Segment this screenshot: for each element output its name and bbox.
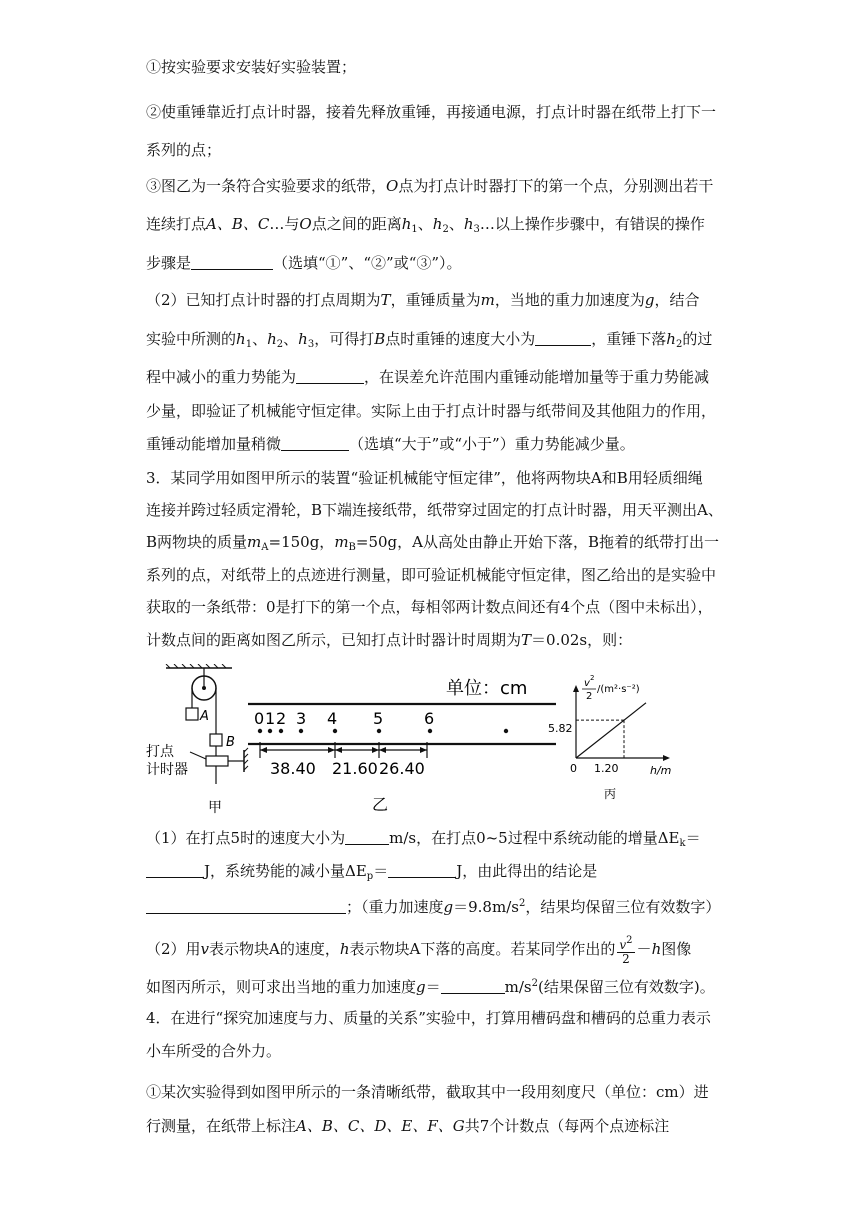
q3-sub2-line-1: （2）用v表示物块A的速度，h表示物块A下落的高度。若某同学作出的 $\frac{v^2}{2}$ －h图像 <box>146 935 692 966</box>
tape-point-labels <box>254 709 434 728</box>
fit-line <box>576 703 646 758</box>
q4-line-2: 小车所受的合外力。 <box>146 1042 282 1060</box>
y-value: 5.82 <box>548 722 573 735</box>
tape-label-5: 5 <box>373 709 384 728</box>
timer-body <box>206 756 228 766</box>
tape-label-4: 4 <box>327 709 338 728</box>
q4-line-3: ①某次实验得到如图甲所示的一条清晰纸带，截取其中一段用刻度尺（单位：cm）进 <box>146 1083 709 1101</box>
tape-label-6: 6 <box>424 709 435 728</box>
y-label-sup: 2 <box>590 674 595 682</box>
q3-sub1-line-1: （1）在打点5时的速度大小为 m/s，在打点0~5过程中系统动能的增量$\Delta E_k=$ <box>146 829 701 849</box>
answer-blank-8 <box>146 899 346 914</box>
answer-blank-5 <box>345 830 389 845</box>
answer-blank-6 <box>146 863 204 878</box>
q4-line-4: 行测量，在纸带上标注A、B、C、D、E、F、G共7个计数点（每两个点迹标注 <box>146 1117 670 1135</box>
timer-label-2: 计时器 <box>146 762 188 778</box>
x-value: 1.20 <box>594 762 619 775</box>
graph-bing <box>548 674 671 801</box>
caption-bing: 丙 <box>604 787 617 801</box>
tape-label-0: 0 <box>254 709 265 728</box>
q3-sub1-line-2: J，系统势能的减小量$\Delta E_p= J$，由此得出的结论是 <box>146 861 718 887</box>
step-1: ①按实验要求安装好实验装置； <box>146 58 357 76</box>
q2-line-3: 程中减小的重力势能为 ，在误差允许范围内重锤动能增加量等于重力势能减 <box>146 368 710 386</box>
q3-sub1-line-3: ；（重力加速度$g=9.8m/s^2$，结果均保留三位有效数字） <box>146 894 718 917</box>
answer-blank-2 <box>535 331 591 346</box>
tape-diagram <box>248 678 556 814</box>
figure-group <box>146 664 718 818</box>
block-a <box>186 708 198 720</box>
tape-label-3: 3 <box>296 709 307 728</box>
step-2: ②使重锤靠近打点计时器，接着先释放重锤，再接通电源，打点计时器在纸带上打下一 <box>146 103 717 121</box>
distance-02: 21.60 <box>332 759 378 778</box>
timer-label-1: 打点 <box>146 744 174 760</box>
q2-line-4: 少量，即验证了机械能守恒定律。实际上由于打点计时器与纸带间及其他阻力的作用， <box>146 402 717 420</box>
caption-yi: 乙 <box>372 795 389 814</box>
q3-line-6: 计数点间的距离如图乙所示，已知打点计时器计时周期为T＝0.02s，则： <box>146 631 633 649</box>
step-3-cont: 连续打点A、B、C…与O点之间的距离$h_1$、$h_2$、$h_3\dots$以上操作步骤中，有错误的操作 <box>146 215 705 235</box>
tape-label-2: 2 <box>276 709 287 728</box>
step-2-cont: 系列的点； <box>146 141 222 159</box>
fraction-v2-over-2: $\frac{v^2}{2}$ <box>619 935 633 966</box>
tape-dots <box>258 729 508 733</box>
caption-jia: 甲 <box>208 800 222 816</box>
q2-line-2: 实验中所测的$h_1$、$h_2$、$h_3$，可得打B点时重锤的速度大小为 ，重锤下落$h_2$的过 <box>146 330 713 350</box>
figure-svg <box>146 664 718 818</box>
q3-line-1: 3．某同学用如图甲所示的装置“验证机械能守恒定律”，他将两物块A和B用轻质细绳 <box>146 469 703 487</box>
tape-label-1: 1 <box>265 709 276 728</box>
tape-unit: 单位：cm <box>446 678 528 699</box>
apparatus-diagram <box>146 664 248 816</box>
answer-blank-4 <box>281 436 349 451</box>
q2-line-5: 重锤动能增加量稍微 （选填“大于”或“小于”）重力势能减少量。 <box>146 435 635 453</box>
distance-01: 38.40 <box>270 759 316 778</box>
q3-line-4: 系列的点，对纸带上的点迹进行测量，即可验证机械能守恒定律，图乙给出的是实验中 <box>146 566 717 584</box>
step-3: ③图乙为一条符合实验要求的纸带，O点为打点计时器打下的第一个点，分别测出若干 <box>146 177 714 195</box>
q3-line-2: 连接并跨过轻质定滑轮，B下端连接纸带，纸带穿过固定的打点计时器，用天平测出A、 <box>146 501 723 519</box>
x-label: h/m <box>650 764 672 777</box>
origin: 0 <box>570 762 577 775</box>
y-label-num: v <box>584 678 590 689</box>
answer-blank-7 <box>388 863 456 878</box>
distance-03: 26.40 <box>379 759 425 778</box>
label-a: A <box>200 709 209 724</box>
y-unit: /(m²·s⁻²) <box>597 684 640 695</box>
answer-blank-3 <box>296 369 364 384</box>
label-b: B <box>226 735 235 750</box>
block-b <box>210 734 222 746</box>
answer-blank-1 <box>191 255 273 270</box>
y-label-den: 2 <box>586 691 593 702</box>
q3-sub2-line-2: 如图丙所示，则可求出当地的重力加速度$g= m/s^2$(结果保留三位有效数字)。 <box>146 978 715 996</box>
q4-line-1: 4．在进行“探究加速度与力、质量的关系”实验中，打算用槽码盘和槽码的总重力表示 <box>146 1009 711 1027</box>
step-3-answer: 步骤是 （选填“①”、“②”或“③”）。 <box>146 254 462 272</box>
q3-line-3: B两物块的质量$m_A=150g$，$m_B=50g$，A从高处由静止开始下落，B拖着的纸带打出一 <box>146 533 720 553</box>
q2-line-1: （2）已知打点计时器的打点周期为T，重锤质量为m，当地的重力加速度为g，结合 <box>146 291 700 309</box>
q3-line-5: 获取的一条纸带：0是打下的第一个点，每相邻两计数点间还有4个点（图中未标出）， <box>146 598 713 616</box>
answer-blank-9 <box>441 979 505 994</box>
